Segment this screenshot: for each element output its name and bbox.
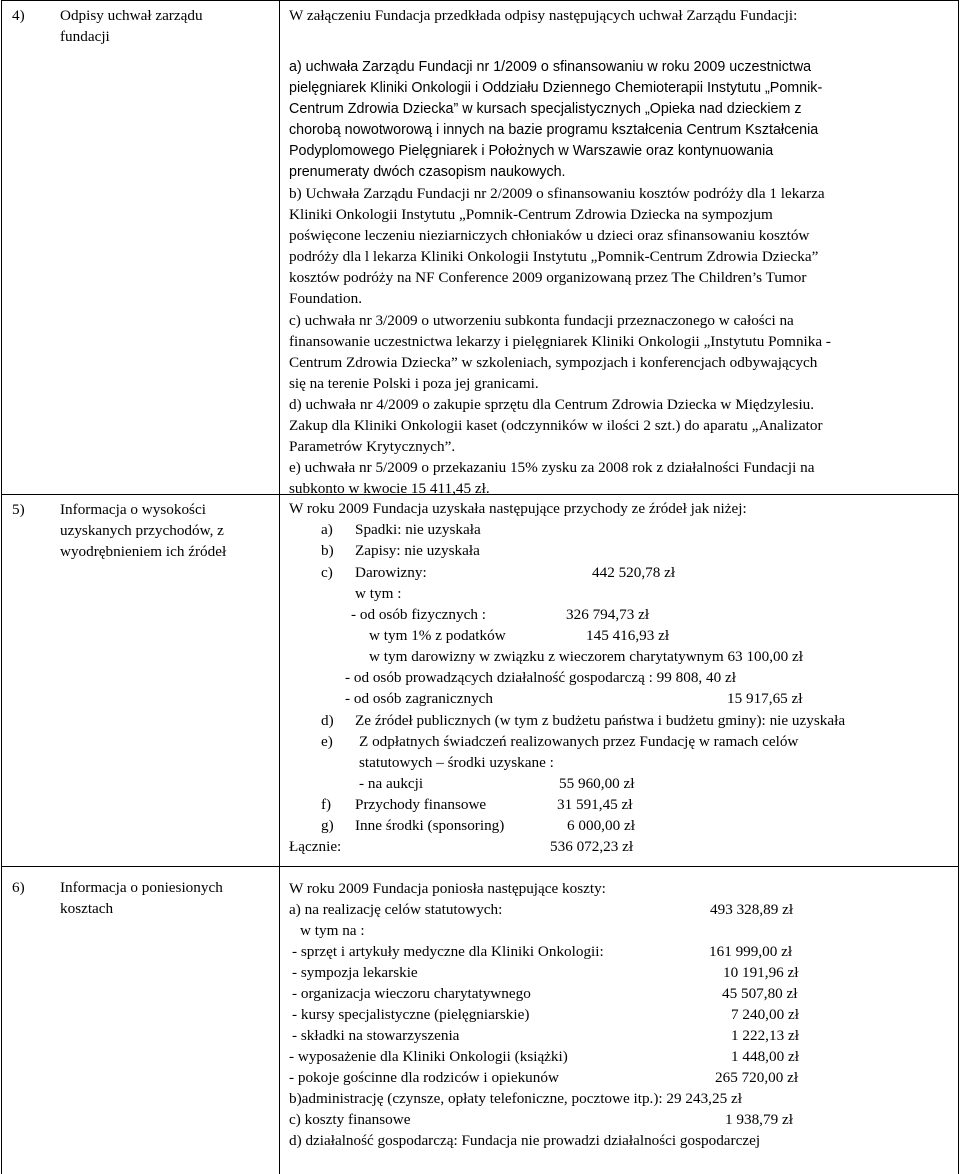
resolution-d-line: Parametrów Krytycznych”. — [289, 438, 456, 455]
income-d-text: Ze źródeł publicznych (w tym z budżetu państwa i budżetu gminy): nie uzyskała — [355, 712, 846, 729]
resolutions-intro: W załączeniu Fundacja przedkłada odpisy następujących uchwał Zarządu Fundacji: — [289, 7, 798, 24]
cost-item-amount: 1 222,13 zł — [731, 1027, 799, 1044]
resolution-a-line: a) uchwała Zarządu Fundacji nr 1/2009 o sfinansowaniu w roku 2009 uczestnictwa — [289, 59, 812, 75]
income-a-letter: a) — [321, 521, 333, 538]
income-g-amount: 6 000,00 zł — [567, 817, 635, 834]
income-wtym: w tym : — [355, 585, 402, 602]
income-total-label: Łącznie: — [289, 838, 342, 855]
income-tax-label: w tym 1% z podatków — [369, 627, 506, 644]
resolution-e-line: subkonto w kwocie 15 411,45 zł. — [289, 480, 490, 497]
costs-intro: W roku 2009 Fundacja poniosła następujące koszty: — [289, 880, 606, 897]
income-f-letter: f) — [321, 796, 332, 813]
resolution-b-line: poświęcone leczeniu nieziarniczych chłoniaków u dzieci oraz sfinansowaniu kosztów — [289, 227, 810, 244]
income-a-text: Spadki: nie uzyskała — [355, 521, 481, 538]
costs-a-amount: 493 328,89 zł — [710, 901, 794, 918]
resolution-e-line: e) uchwała nr 5/2009 o przekazaniu 15% zysku za 2008 rok z działalności Fundacji na — [289, 459, 815, 476]
cost-item-amount: 45 507,80 zł — [722, 985, 798, 1002]
income-d-letter: d) — [321, 712, 334, 729]
cost-item-amount: 265 720,00 zł — [715, 1069, 799, 1086]
income-total-amount: 536 072,23 zł — [550, 838, 634, 855]
income-e-letter: e) — [321, 733, 333, 750]
costs-c-amount: 1 938,79 zł — [725, 1111, 793, 1128]
document-table: 4) Odpisy uchwał zarządu fundacji 5) Informacja o wysokości uzyskanych przychodów, z wyodrębnieniem ich źródeł 6) Informacja o poniesionych kosztach W załączeniu Fundacja przedkłada odpisy następujących uchwał Zarządu Fundacji: a) uchwała Zarządu Fundacji nr 1/2009 o sfinansowaniu w roku 2009 uczestnictwa pielęgniarek Kliniki Onkologii i Oddziału Dziennego Chemioterapii Instytutu „Pomnik- Centrum Zdrowia Dziecka” w kursach specjalistycznych „Opieka nad dzieckiem z chorobą nowotworową i innych na bazie programu kształcenia Centrum Kształcenia Podyplomowego Pielęgniarek i Położnych w Warszawie oraz kontynuowania prenumeraty dwóch czasopism naukowych. b) Uchwała Zarządu Fundacji nr 2/2009 o sfinansowaniu kosztów podróży dla 1 lekarza Kliniki Onkologii Instytutu „Pomnik-Centrum Zdrowia Dziecka na sympozjum poświęcone leczeniu nieziarniczych chłoniaków u dzieci oraz sfinansowaniu kosztów podróży dla l lekarza Kliniki Onkologii Instytutu „Pomnik-Centrum Zdrowia Dziecka” kosztów podróży na NF Conference 2009 organizowaną przez The Children’s Tumor Foundation. c) uchwała nr 3/2009 o utworzeniu subkonta fundacji przeznaczonego w całości na finansowanie uczestnictwa lekarzy i pielęgniarek Kliniki Onkologii „Instytutu Pomnika - Centrum Zdrowia Dziecka” w szkoleniach, sympozjach i konferencjach odbywających się na terenie Polski i poza jej granicami. d) uchwała nr 4/2009 o zakupie sprzętu dla Centrum Zdrowia Dziecka w Międzylesiu. Zakup dla Kliniki Onkologii kaset (odczynników w ilości 2 szt.) do aparatu „Analizator Parametrów Krytycznych”. e) uchwała nr 5/2009 o przekazaniu 15% zysku za 2008 rok z działalności Fundacji na subkonto w kwocie 15 411,45 zł. W roku 2009 Fundacja uzyskała następujące przychody ze źródeł jak niżej: a) Spadki: nie uzyskała b) Zapisy: nie uzyskała c) Darowizny: 442 520,78 zł w tym : - od osób fizycznych : 326 794,73 zł w tym 1% z podatków 145 416,93 zł w tym darowizny w związku z wieczorem charytatywnym 63 100,00 zł - od osób prowadzących działalność gospodarczą : 99 808, 40 zł - od osób zagranicznych 15 917,65 zł d) Ze źródeł publicznych (w tym z budżetu państwa i budżetu gminy): nie uzyskała e) Z odpłatnych świadczeń realizowanych przez Fundację w ramach celów statutowych – środki uzyskane : - na aukcji 55 960,00 zł f) Przychody finansowe 31 591,45 zł g) Inne środki (sponsoring) 6 000,00 zł Łącznie: 536 072,23 zł W roku 2009 Fundacja poniosła następujące koszty: a) na realizację celów statutowych: 493 328,89 zł w tym na : - sprzęt i artykuły medyczne dla Kliniki Onkologii: 161 999,00 zł - sympozja lekarskie 10 191,96 zł - organizacja wieczoru charytatywnego 45 507,80 zł - kursy specjalistyczne (pielęgniarskie) 7 240,00 zł - składki na stowarzyszenia 1 222,13 zł - wyposażenie dla Kliniki Onkologii (książki) 1 448,00 zł - pokoje gościnne dla rodziców i opiekunów 265 720,00 zł b)administrację (czynsze, opłaty telefoniczne, pocztowe itp.): 29 243,25 zł c) koszty finansowe 1 938,79 zł d) działalność gospodarczą: Fundacja nie prowadzi działalności gospodarczej — [0, 0, 960, 1174]
table-column-divider — [279, 0, 280, 1174]
resolution-b-line: Foundation. — [289, 290, 362, 307]
cost-item-amount: 161 999,00 zł — [709, 943, 793, 960]
cost-item-label: - kursy specjalistyczne (pielęgniarskie) — [292, 1006, 530, 1023]
costs-d-line: d) działalność gospodarczą: Fundacja nie prowadzi działalności gospodarczej — [289, 1132, 761, 1149]
income-e-text2: statutowych – środki uzyskane : — [359, 754, 554, 771]
income-foreign-amount: 15 917,65 zł — [727, 690, 803, 707]
resolution-a-line: pielęgniarek Kliniki Onkologii i Oddziału Dziennego Chemioterapii Instytutu „Pomnik- — [289, 80, 823, 96]
table-row-divider — [1, 866, 959, 867]
income-business-line: - od osób prowadzących działalność gospodarczą : 99 808, 40 zł — [345, 669, 736, 686]
income-f-text: Przychody finansowe — [355, 796, 487, 813]
cost-item-amount: 10 191,96 zł — [723, 964, 799, 981]
costs-wtym: w tym na : — [300, 922, 365, 939]
resolution-b-line: b) Uchwała Zarządu Fundacji nr 2/2009 o sfinansowaniu kosztów podróży dla 1 lekarza — [289, 185, 825, 202]
costs-c-label: c) koszty finansowe — [289, 1111, 411, 1128]
cost-item-amount: 7 240,00 zł — [731, 1006, 799, 1023]
resolution-a-line: Podyplomowego Pielęgniarek i Położnych w Warszawie oraz kontynuowania — [289, 143, 774, 159]
income-auction-amount: 55 960,00 zł — [559, 775, 635, 792]
table-border-right — [958, 0, 959, 1174]
income-physical-label: - od osób fizycznych : — [351, 606, 486, 623]
costs-a-label: a) na realizację celów statutowych: — [289, 901, 503, 918]
income-f-amount: 31 591,45 zł — [557, 796, 633, 813]
income-auction-label: - na aukcji — [359, 775, 424, 792]
table-border-left — [1, 0, 2, 1174]
resolution-c-line: finansowanie uczestnictwa lekarzy i pielęgniarek Kliniki Onkologii „Instytutu Pomnika - — [289, 333, 831, 350]
income-b-text: Zapisy: nie uzyskała — [355, 542, 480, 559]
resolution-b-line: kosztów podróży na NF Conference 2009 organizowaną przez The Children’s Tumor — [289, 269, 807, 286]
cost-item-label: - sympozja lekarskie — [292, 964, 418, 981]
cost-item-amount: 1 448,00 zł — [731, 1048, 799, 1065]
resolution-d-line: Zakup dla Kliniki Onkologii kaset (odczynników w ilości 2 szt.) do aparatu „Analizator — [289, 417, 823, 434]
cost-item-label: - składki na stowarzyszenia — [292, 1027, 460, 1044]
income-charity-line: w tym darowizny w związku z wieczorem charytatywnym 63 100,00 zł — [369, 648, 803, 665]
resolution-c-line: się na terenie Polski i poza jej granicami. — [289, 375, 539, 392]
table-border-top — [1, 0, 959, 1]
income-c-letter: c) — [321, 564, 333, 581]
income-b-letter: b) — [321, 542, 334, 559]
income-g-letter: g) — [321, 817, 334, 834]
cost-item-label: - organizacja wieczoru charytatywnego — [292, 985, 531, 1002]
resolution-b-line: Kliniki Onkologii Instytutu „Pomnik-Centrum Zdrowia Dziecka na sympozjum — [289, 206, 773, 223]
income-g-text: Inne środki (sponsoring) — [355, 817, 505, 834]
income-intro: W roku 2009 Fundacja uzyskała następujące przychody ze źródeł jak niżej: — [289, 500, 747, 517]
cost-item-label: - pokoje gościnne dla rodziców i opiekunów — [289, 1069, 559, 1086]
resolution-a-line: Centrum Zdrowia Dziecka” w kursach specjalistycznych „Opieka nad dzieckiem z — [289, 101, 802, 117]
income-tax-amount: 145 416,93 zł — [586, 627, 670, 644]
resolution-c-line: c) uchwała nr 3/2009 o utworzeniu subkonta fundacji przeznaczonego w całości na — [289, 312, 794, 329]
resolution-a-line: prenumeraty dwóch czasopism naukowych. — [289, 164, 566, 180]
costs-b-line: b)administrację (czynsze, opłaty telefoniczne, pocztowe itp.): 29 243,25 zł — [289, 1090, 742, 1107]
income-c-text: Darowizny: — [355, 564, 427, 581]
resolution-a-line: chorobą nowotworową i innych na bazie programu kształcenia Centrum Kształcenia — [289, 122, 819, 138]
income-physical-amount: 326 794,73 zł — [566, 606, 650, 623]
cost-item-label: - wyposażenie dla Kliniki Onkologii (książki) — [289, 1048, 568, 1065]
income-foreign-label: - od osób zagranicznych — [345, 690, 494, 707]
resolution-d-line: d) uchwała nr 4/2009 o zakupie sprzętu dla Centrum Zdrowia Dziecka w Międzylesiu. — [289, 396, 815, 413]
resolution-b-line: podróży dla l lekarza Kliniki Onkologii Instytutu „Pomnik-Centrum Zdrowia Dziecka” — [289, 248, 819, 265]
cost-item-label: - sprzęt i artykuły medyczne dla Kliniki Onkologii: — [292, 943, 604, 960]
income-e-text: Z odpłatnych świadczeń realizowanych przez Fundację w ramach celów — [359, 733, 799, 750]
income-c-amount: 442 520,78 zł — [592, 564, 676, 581]
resolution-c-line: Centrum Zdrowia Dziecka” w szkoleniach, sympozjach i konferencjach odbywających — [289, 354, 818, 371]
